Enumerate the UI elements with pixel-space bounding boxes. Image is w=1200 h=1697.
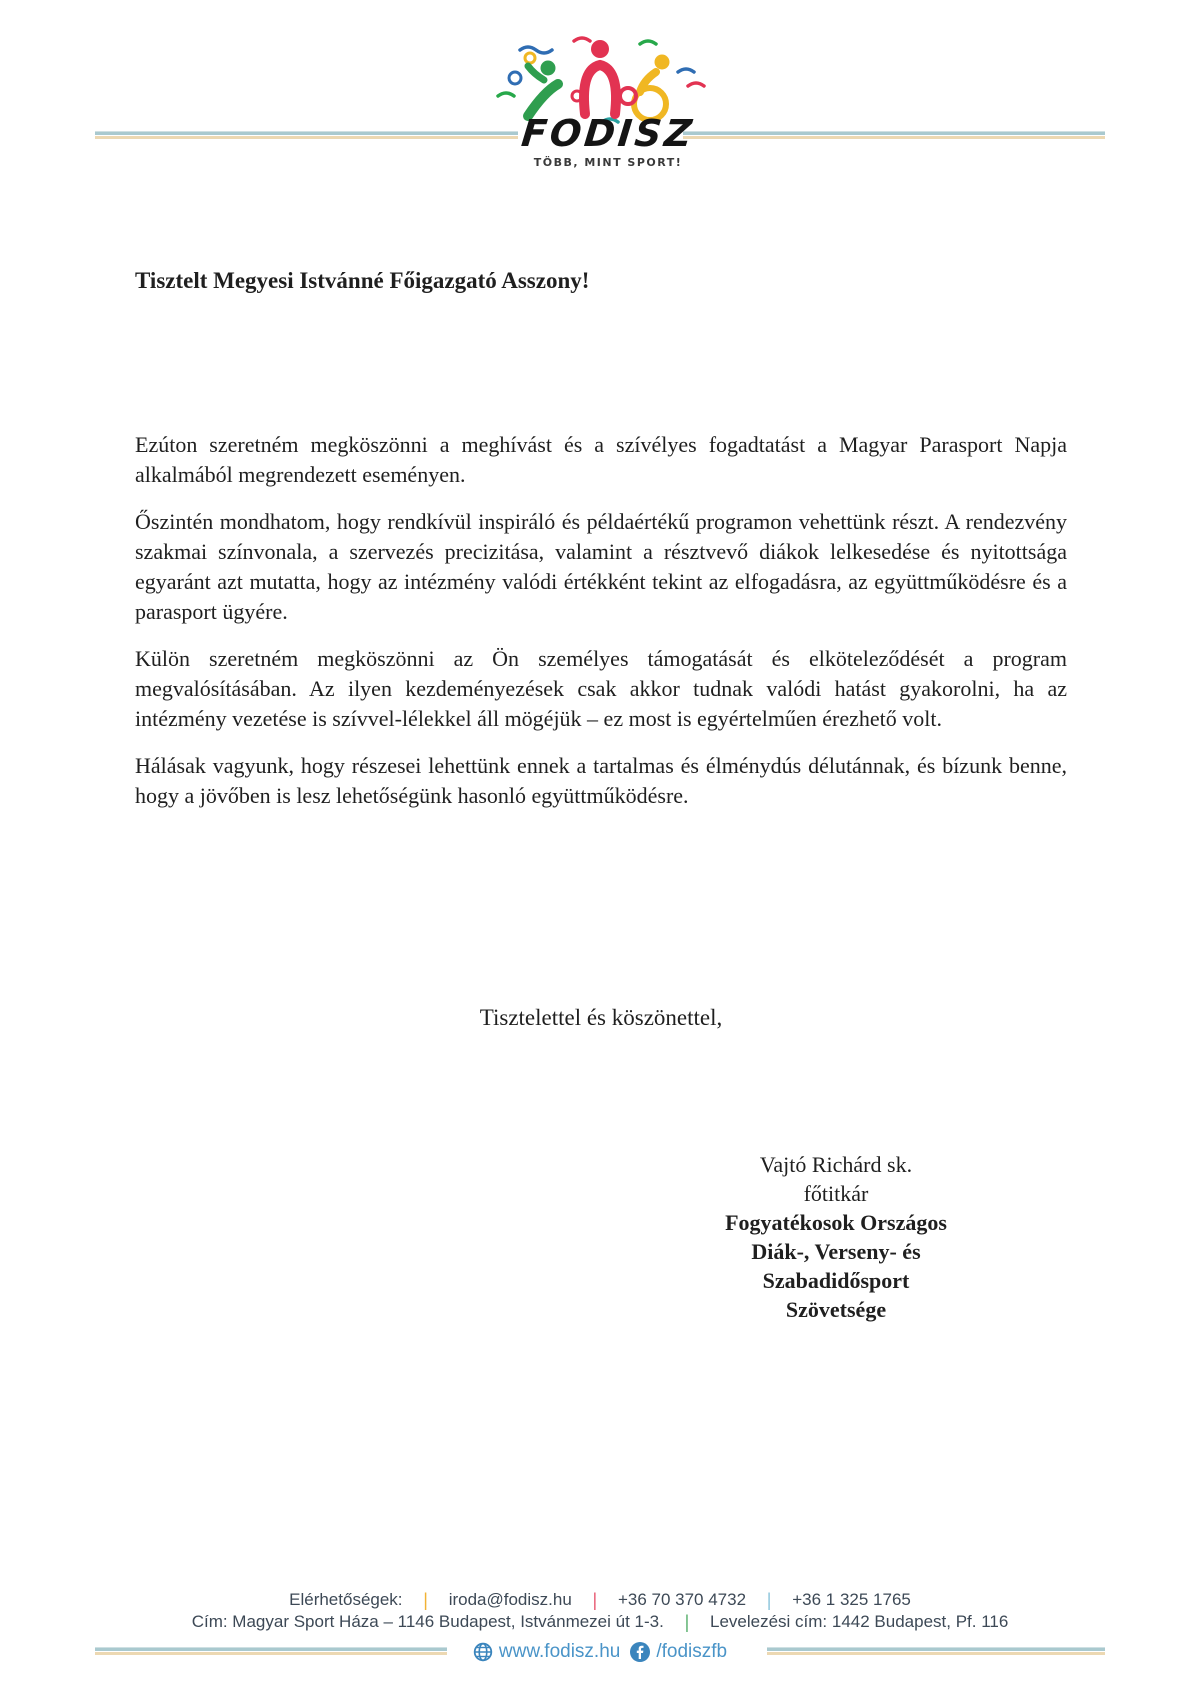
website-link[interactable]: [473, 1641, 620, 1663]
contacts-label: Elérhetőségek:: [289, 1590, 403, 1609]
letter-body: [135, 430, 1067, 828]
org-name-line-4: Szövetsége: [785, 1297, 887, 1322]
facebook-handle: /fodiszfb: [656, 1641, 728, 1662]
email-link[interactable]: iroda@fodisz.hu: [448, 1590, 572, 1609]
header-divider-left: [95, 131, 518, 139]
paragraph-1: Ezúton szeretném megköszönni a meghívást és a szívélyes fogadtatást a Magyar Parasport Napja alkalmából megrendezett eseményen.: [135, 432, 1067, 487]
street-address: Cím: Magyar Sport Háza – 1146 Budapest, Istvánmezei út 1-3.: [191, 1612, 664, 1631]
footer-divider-right: [767, 1647, 1105, 1655]
globe-icon: [473, 1642, 493, 1662]
website-url: www.fodisz.hu: [498, 1641, 621, 1662]
signatory-role: főtitkár: [803, 1181, 869, 1206]
paragraph-4: Hálásak vagyunk, hogy részesei lehettünk ennek a tartalmas és élménydús délutánnak, és bízunk benne, hogy a jövőben is lesz lehetőségünk hasonló együttműködésre.: [135, 753, 1067, 808]
mailing-address: Levelezési cím: 1442 Budapest, Pf. 116: [709, 1612, 1009, 1631]
phone-number-1: +36 70 370 4732: [617, 1590, 747, 1609]
paragraph-2: Őszintén mondhatom, hogy rendkívül inspiráló és példaértékű programon vehettünk részt. A rendezvény szakmai színvonala, a szervezés precizitása, valamint a résztvevő diákok lelkesedése és nyitottsága egyaránt azt mutatta, hogy az intézmény valódi értékként tekint az elfogadásra, az együttműködésre és a parasport ügyére.: [135, 509, 1067, 624]
footer-contacts-line: [0, 1589, 1200, 1610]
brand-wordmark: FODISZ: [519, 112, 697, 155]
brand-tagline: TÖBB, MINT SPORT!: [533, 156, 683, 169]
salutation: Tisztelt Megyesi Istvánné Főigazgató Asszony!: [135, 268, 590, 293]
separator-green: |: [684, 1612, 690, 1632]
footer-divider-left: [95, 1647, 447, 1655]
separator-blue: |: [766, 1590, 772, 1610]
org-name-line-1: Fogyatékosok Országos: [725, 1210, 947, 1235]
separator-yellow: |: [423, 1590, 428, 1610]
paragraph-3: Külön szeretném megköszönni az Ön személyes támogatását és elköteleződését a program megvalósításában. Az ilyen kezdeményezések csak akkor tudnak valódi hatást gyakorolni, ha az intézmény vezetése is szívvel-lélekkel áll mögéjük – ez most is egyértelműen érezhető volt.: [135, 646, 1067, 731]
org-name-line-3: Szabadidősport: [762, 1268, 910, 1293]
facebook-link[interactable]: [630, 1641, 727, 1663]
facebook-icon: [630, 1642, 650, 1662]
signature-block: [686, 1150, 986, 1324]
footer-address-line: [0, 1611, 1200, 1632]
closing-line: Tisztelettel és köszönettel,: [479, 1005, 723, 1030]
footer-web-row: [0, 1641, 1200, 1671]
signatory-name: Vajtó Richárd sk.: [759, 1152, 913, 1177]
phone-number-2: +36 1 325 1765: [792, 1590, 911, 1609]
org-name-line-2: Diák-, Verseny- és: [751, 1239, 921, 1264]
separator-red: |: [592, 1590, 598, 1610]
